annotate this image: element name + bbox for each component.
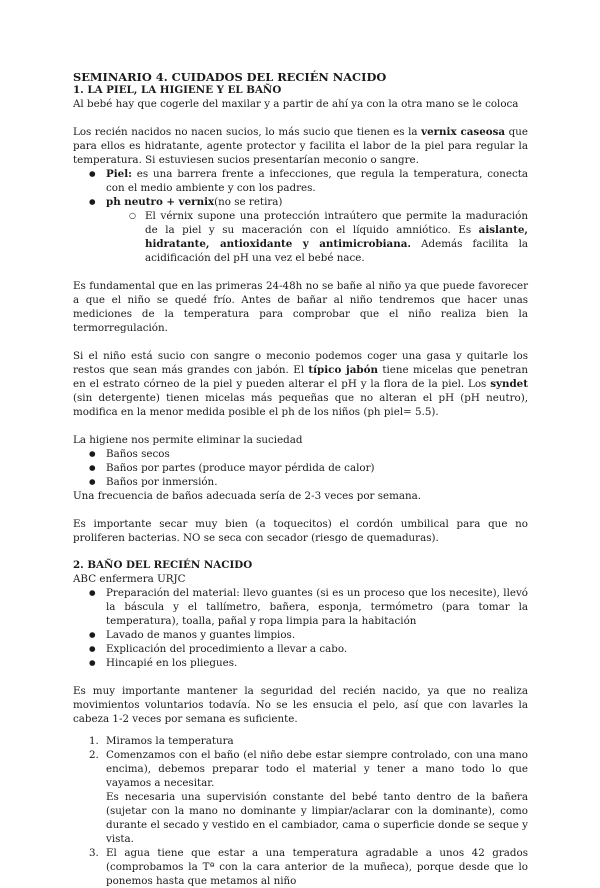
paragraph-safety: Es muy importante mantener la seguridad del recién nacido, ya que no realiza movimientos voluntarios todavía. No se les ensucia el pelo, así que con lavarles la cabeza 1-2 veces por semana es suficiente. xyxy=(73,685,528,725)
section1-intro: Al bebé hay que cogerle del maxilar y a partir de ahí ya con la otra mano se le coloca xyxy=(73,98,519,110)
list-item: ● Baños por inmersión. xyxy=(73,475,528,489)
paragraph-soap: Si el niño está sucio con sangre o meconio podemos coger una gasa y quitarle los restos que sean más grandes con jabón. El típico jabón tiene micelas que penetran en el estrato córneo de la piel y pueden alterar el pH y la flora de la piel. Los syndet (sin detergente) tienen micelas más pequeñas que no alteran el pH (pH neutro), modifica en la menor medida posible el ph de los niños (ph piel= 5.5). xyxy=(73,350,528,418)
list-item: ● Preparación del material: llevo guantes (si es un proceso que los necesite), llevó la báscula y el tallímetro, bañera, esponja, termómetro (para tomar la temperatura), toalla, pañal y ropa limpia para la habitación xyxy=(73,586,528,628)
paragraph-vernix: Los recién nacidos no nacen sucios, lo más sucio que tienen es la vernix caseosa que para ellos es hidratante, agente protector y facilita el labor de la piel para regular la temperatura. Si estuviesen sucios presentarían meconio o sangre. xyxy=(73,126,528,166)
list-item: 2. Comenzamos con el baño (el niño debe estar siempre controlado, con una mano encima), debemos preparar todo el material y tener a mano todo lo que vayamos a necesitar. Es necesaria una supervisión constante del bebé tanto dentro de la bañera (sujetar con la mano no dominante y limpiar/aclarar con la dominante), como durante el secado y vestido en el cambiador, cama o superficie donde se seque y vista. xyxy=(89,749,528,845)
list-item: ● Explicación del procedimiento a llevar a cabo. xyxy=(73,642,528,656)
document-page xyxy=(73,70,528,888)
skin-bullet-list xyxy=(73,167,528,209)
section2-heading: 2. BAÑO DEL RECIÉN NACIDO xyxy=(73,559,253,571)
document-title: SEMINARIO 4. CUIDADOS DEL RECIÉN NACIDO xyxy=(73,70,387,84)
list-item: ● Baños por partes (produce mayor pérdida de calor) xyxy=(73,461,528,475)
list-item: ○ El vérnix supone una protección intraútero que permite la maduración de la piel y su maceración con el líquido amniótico. Es aislante, hidratante, antioxidante y antimicrobiana. Además facilita la acidificación del pH una vez el bebé nace. xyxy=(73,209,528,265)
list-item: 3. El agua tiene que estar a una temperatura agradable a unos 42 grados (comprobamos la Tª con la cara anterior de la muñeca), porque desde que lo ponemos hasta que metamos al niño xyxy=(89,847,528,887)
bath-steps-list xyxy=(73,734,528,888)
list-item: ● Piel: es una barrera frente a infecciones, que regula la temperatura, conecta con el medio ambiente y con los padres. xyxy=(73,167,528,195)
list-item: ● Lavado de manos y guantes limpios. xyxy=(73,628,528,642)
list-item: ● Hincapié en los pliegues. xyxy=(73,656,528,670)
list-item: ● ph neutro + vernix(no se retira) xyxy=(73,195,528,209)
bath-frequency: Una frecuencia de baños adecuada sería de 2-3 veces por semana. xyxy=(73,490,422,502)
paragraph-umbilical-cord: Es importante secar muy bien (a toquecitos) el cordón umbilical para que no proliferen bacterias. NO se seca con secador (riesgo de quemaduras). xyxy=(73,518,528,544)
list-item: ● Baños secos xyxy=(73,447,528,461)
preparation-list xyxy=(73,586,528,670)
list-item: 1. Miramos la temperatura xyxy=(89,735,234,747)
section2-subtitle: ABC enfermera URJC xyxy=(73,573,186,585)
bath-types-list xyxy=(73,447,528,489)
hygiene-intro: La higiene nos permite eliminar la suciedad xyxy=(73,434,303,446)
vernix-sublist xyxy=(73,209,528,265)
section1-heading: 1. LA PIEL, LA HIGIENE Y EL BAÑO xyxy=(73,84,282,96)
paragraph-first-bath: Es fundamental que en las primeras 24-48h no se bañe al niño ya que puede favorecer a que el niño se quedé frío. Antes de bañar al niño tendremos que hacer unas mediciones de la temperatura para comprobar que el niño realiza bien la termorregulación. xyxy=(73,280,528,334)
